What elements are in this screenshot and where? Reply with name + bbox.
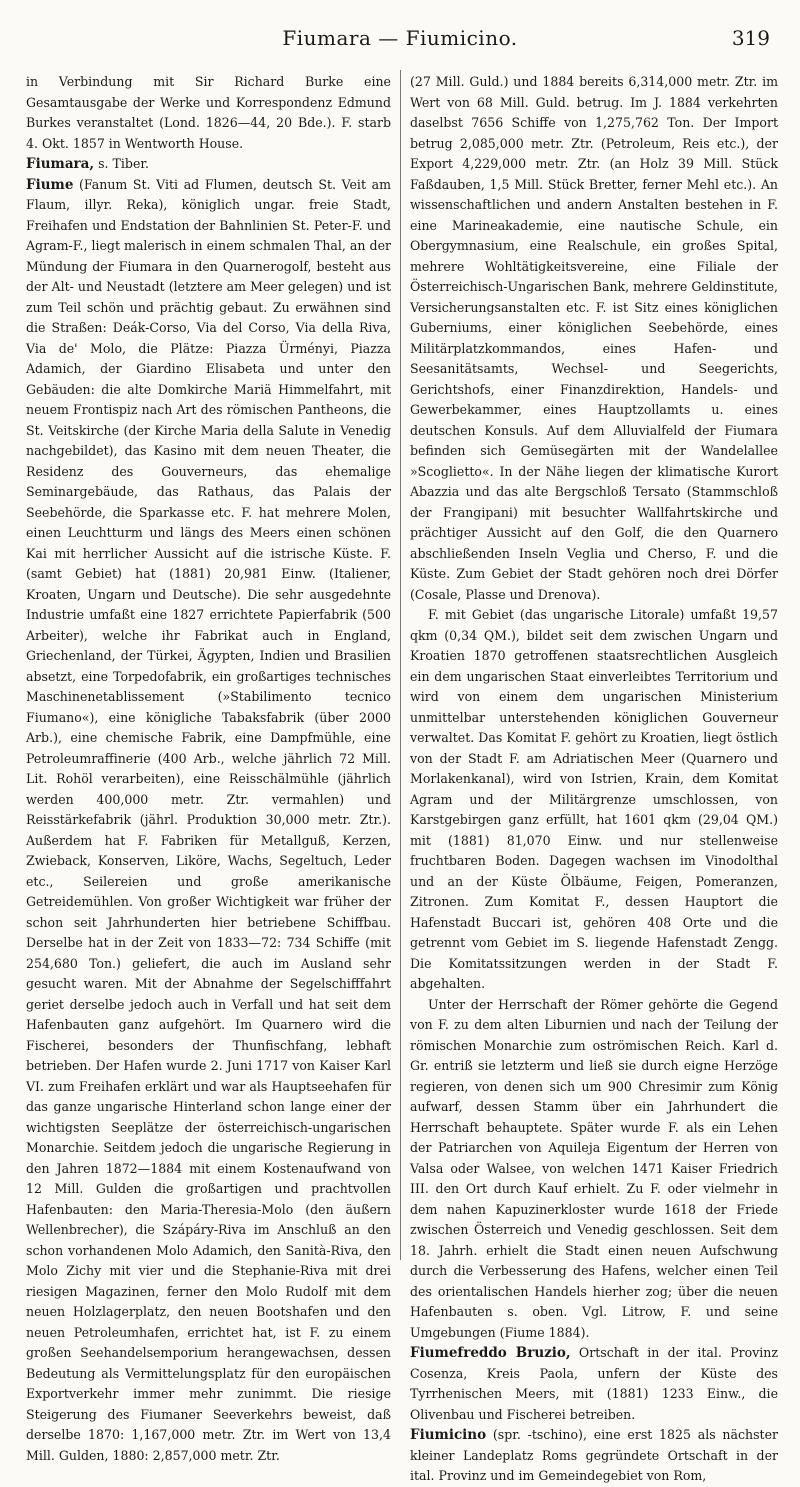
headword-fiumara: Fiumara, [26, 156, 95, 172]
entry-fiumara-text: s. Tiber. [94, 156, 149, 171]
entry-fiume-geschichte: Unter der Herrschaft der Römer gehörte die Gegend von F. zu dem alten Liburnien und nach der Teilung der römischen Monarchie zum oströmischen Reich. Karl d. Gr. entriß sie letzterm und ließ sie durch eigne Herzöge regieren, von denen sich um 900 Chresimir zum König aufwarf, dessen Stamm über ein Jahrhundert die Herrschaft behauptete. Später wurde F. als ein Lehen der Patriarchen von Aquileja Eigentum der Herren von Valsa oder Walsee, von welchen 1471 Kaiser Friedrich III. den Ort durch Kauf erhielt. Zu F. oder vielmehr in dem nahen Kapuzinerkloster wurde 1618 der Friede zwischen Österreich und Venedig geschlossen. Seit dem 18. Jahrh. erhielt die Stadt einen neuen Aufschwung durch die Verbesserung des Hafens, welcher einen Teil des orientalischen Handels hierher zog; über die neuen Hafenbauten s. oben. Vgl. Litrow, F. und seine Umgebungen (Fiume 1884). [410, 996, 778, 1340]
headword-fiumefreddo: Fiumefreddo Bruzio, [410, 1345, 571, 1361]
entry-fiumicino [410, 1425, 778, 1487]
left-column [26, 72, 391, 1466]
page-title: Fiumara — Fiumicino. [282, 26, 518, 50]
entry-fiumefreddo [410, 1343, 778, 1425]
entry-fiume-gebiet: F. mit Gebiet (das ungarische Litorale) umfaßt 19,57 qkm (0,34 QM.), bildet seit dem zwischen Ungarn und Kroatien 1870 getroffenen staatsrechtlichen Ausgleich ein dem ungarischen Staat einverleibtes Territorium und wird von einem dem ungarischen Ministerium unmittelbar unterstehenden königlichen Gouverneur verwaltet. Das Komitat F. gehört zu Kroatien, liegt östlich von der Stadt F. am Adriatischen Meer (Quarnero und Morlakenkanal), wird von Istrien, Krain, dem Komitat Agram und der Militärgrenze umschlossen, von Karstgebirgen ganz erfüllt, hat 1601 qkm (29,04 QM.) mit (1881) 81,070 Einw. und nur stellenweise fruchtbaren Boden. Dagegen wachsen im Vinodolthal und an der Küste Ölbäume, Feigen, Pomeranzen, Zitronen. Zum Komitat F., dessen Hauptort die Hafenstadt Buccari ist, gehören 408 Orte und die getrennt vom Gebiet im S. liegende Hafenstadt Zengg. Die Komitatssitzungen werden in der Stadt F. abgehalten. [410, 607, 778, 991]
entry-fiumefreddo-text: Ortschaft in der ital. Provinz Cosenza, Kreis Paola, unfern der Küste des Tyrrhenischen Meers, mit (1881) 1233 Einw., die Olivenbau und Fischerei betreiben. [410, 1345, 778, 1422]
entry-fiume [26, 175, 391, 1467]
running-header [30, 20, 770, 60]
entry-fiumicino-text: (spr. -tschino), eine erst 1825 als nächster kleiner Landeplatz Roms gegründete Ortschaft in der ital. Provinz und im Gemeindegebiet von Rom, [410, 1427, 778, 1483]
entry-fiumara [26, 154, 391, 175]
entry-fiume-text: (Fanum St. Viti ad Flumen, deutsch St. Veit am Flaum, illyr. Reka), königlich ungar. freie Stadt, Freihafen und Endstation der Bahnlinien St. Peter-F. und Agram-F., liegt malerisch in einem schmalen Thal, an der Mündung der Fiumara in den Quarnerogolf, besteht aus der Alt- und Neustadt (letztere am Meer gelegen) und ist zum Teil schön und prächtig gebaut. Zu erwähnen sind die Straßen: Deák-Corso, Via del Corso, Via della Riva, Via de' Molo, die Plätze: Piazza Ürményi, Piazza Adamich, der Giardino Elisabeta und unter den Gebäuden: die alte Domkirche Mariä Himmelfahrt, mit neuem Frontispiz nach Art des römischen Pantheons, die St. Veitskirche (der Kirche Maria della Salute in Venedig nachgebildet), das Kasino mit dem neuen Theater, die Residenz des Gouverneurs, das ehemalige Seminargebäude, das Rathaus, das Palais der Seebehörde, die Sparkasse etc. F. hat mehrere Molen, einen Leuchtturm und längs des Meers einen schönen Kai mit herrlicher Aussicht auf die istrische Küste. F. (samt Gebiet) hat (1881) 20,981 Einw. (Italiener, Kroaten, Ungarn und Deutsche). Die sehr ausgedehnte Industrie umfaßt eine 1827 errichtete Papierfabrik (500 Arbeiter), welche ihr Fabrikat auch in England, Griechenland, der Türkei, Ägypten, Indien und Brasilien absetzt, eine Torpedofabrik, ein großartiges technisches Maschinenetablissement (»Stabilimento tecnico Fiumano«), eine königliche Tabaksfabrik (über 2000 Arb.), eine chemische Fabrik, eine Dampfmühle, eine Petroleumraffinerie (400 Arb., welche jährlich 72 Mill. Lit. Rohöl verarbeiten), eine Reisschälmühle (jährlich werden 400,000 metr. Ztr. vermahlen) und Reisstärkefabrik (jährl. Produktion 30,000 metr. Ztr.). Außerdem hat F. Fabriken für Metallguß, Kerzen, Zwieback, Konserven, Liköre, Wachs, Segeltuch, Leder etc., Seilereien und große amerikanische Getreidemühlen. Von großer Wichtigkeit war früher der schon seit Jahrhunderten hier betriebene Schiffbau. Derselbe hat in der Zeit von 1833—72: 734 Schiffe (mit 254,680 Ton.) geliefert, die auch im Ausland sehr gesucht waren. Mit der Abnahme der Segelschifffahrt geriet derselbe jedoch auch in Verfall und hat seit dem Hafenbauten ganz aufgehört. Im Quarnero wird die Fischerei, besonders der Thunfischfang, lebhaft betrieben. Der Hafen wurde 2. Juni 1717 von Kaiser Karl VI. zum Freihafen erklärt und war als Hauptseehafen für das ganze ungarische Hinterland schon lange einer der wichtigsten Seeplätze der österreichisch-ungarischen Monarchie. Seitdem jedoch die ungarische Regierung in den Jahren 1872—1884 mit einem Kostenaufwand von 12 Mill. Gulden die großartigen und prachtvollen Hafenbauten: den Maria-Theresia-Molo (den äußern Wellenbrecher), die Szápáry-Riva im Anschluß an den schon vorhandenen Molo Adamich, den Sanità-Riva, den Molo Zichy mit vier und die Stephanie-Riva mit drei riesigen Magazinen, ferner den Molo Rudolf mit dem neuen Holzlagerplatz, den neuen Bootshafen und den neuen Petroleumhafen, errichtet hat, ist F. zu einem großen Seehandelsemporium herangewachsen, dessen Bedeutung als Vermittelungsplatz für den europäischen Exportverkehr immer mehr zunimmt. Die riesige Steigerung des Fiumaner Seeverkehrs beweist, daß derselbe 1870: 1,167,000 metr. Ztr. im Wert von 13,4 Mill. Gulden, 1880: 2,857,000 metr. Ztr. [26, 176, 391, 1463]
entry-fiume-continuation: (27 Mill. Guld.) und 1884 bereits 6,314,000 metr. Ztr. im Wert von 68 Mill. Guld. betrug. Im J. 1884 verkehrten daselbst 7656 Schiffe von 1,275,762 Ton. Der Import betrug 2,085,000 metr. Ztr. (Petroleum, Reis etc.), der Export 4,229,000 metr. Ztr. (an Holz 39 Mill. Stück Faßdauben, 1,5 Mill. Stück Bretter, ferner Mehl etc.). An wissenschaftlichen und andern Anstalten bestehen in F. eine Marineakademie, eine nautische Schule, ein Obergymnasium, eine Realschule, ein großes Spital, mehrere Wohltätigkeitsvereine, eine Filiale der Österreichisch-Ungarischen Bank, mehrere Geldinstitute, Versicherungsanstalten etc. F. ist Sitz eines königlichen Guberniums, einer königlichen Seebehörde, eines Militärplatzkommandos, eines Hafen- und Seesanitätsamts, Wechsel- und Seegerichts, Gerichtshofs, einer Finanzdirektion, Handels- und Gewerbekammer, eines Hauptzollamts u. eines deutschen Konsuls. Auf dem Alluvialfeld der Fiumara befinden sich Gemüsegärten mit der Wandelallee »Scoglietto«. In der Nähe liegen der klimatische Kurort Abazzia und das alte Bergschloß Tersato (Stammschloß der Frangipani) mit besuchter Wallfahrtskirche und prächtiger Aussicht auf den Golf, die den Quarnero abschließenden Inseln Veglia und Cherso, F. und die Küste. Zum Gebiet der Stadt gehören noch drei Dörfer (Cosale, Plasse und Drenova). [410, 74, 779, 602]
right-column [410, 72, 778, 1487]
headword-fiume: Fiume [26, 176, 74, 193]
headword-fiumicino: Fiumicino [410, 1427, 487, 1443]
page-number: 319 [731, 26, 770, 50]
column-divider [400, 70, 401, 1260]
entry-burke-continuation: in Verbindung mit Sir Richard Burke eine Gesamtausgabe der Werke und Korrespondenz Edmund Burkes veranstaltet (Lond. 1826—44, 20 Bde.). F. starb 4. Okt. 1857 in Wentworth House. [26, 74, 391, 151]
